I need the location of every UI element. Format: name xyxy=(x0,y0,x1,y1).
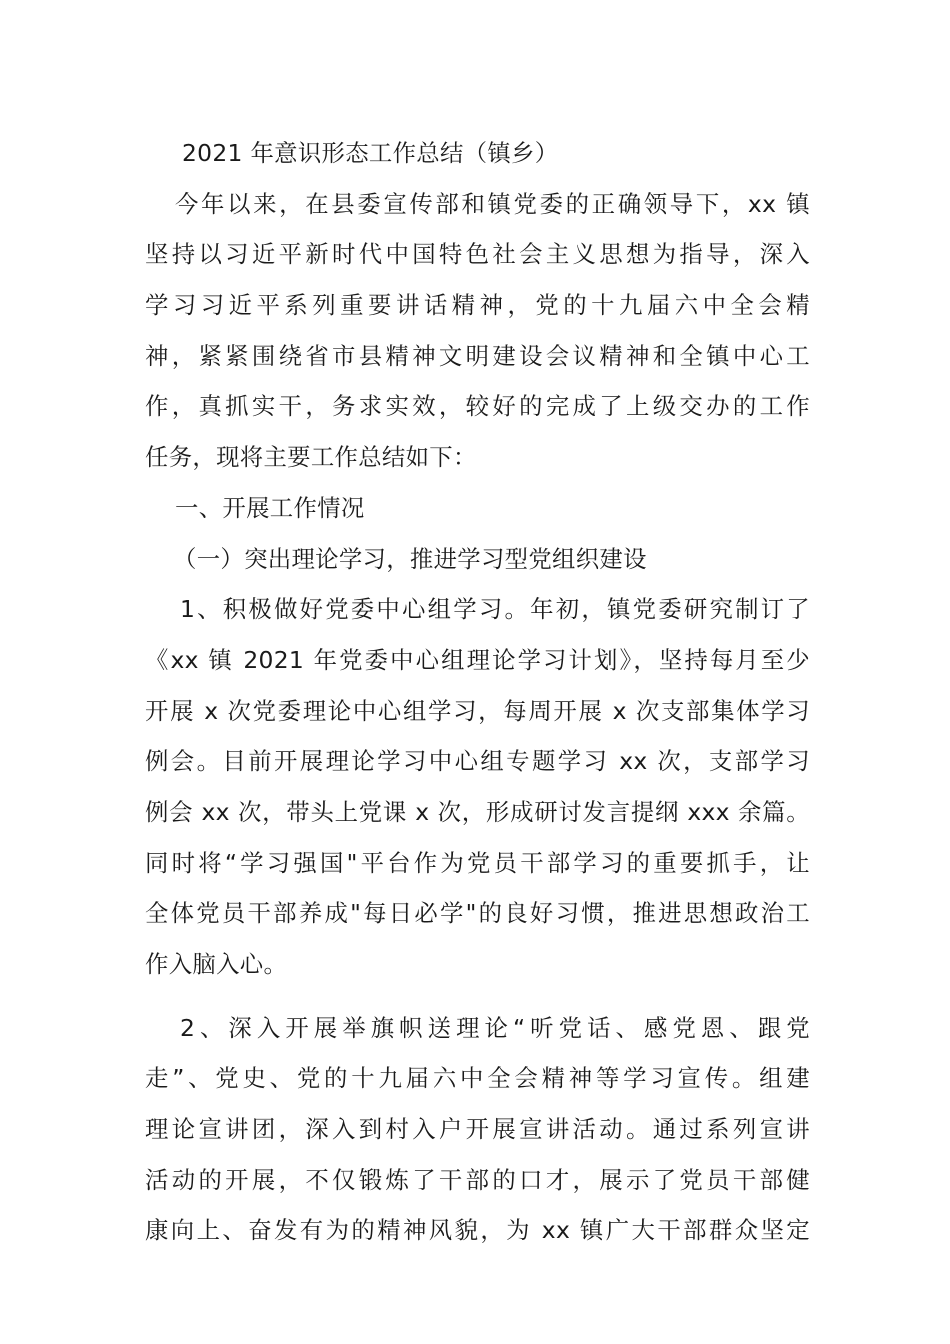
paragraph-line: 作，真抓实干，务求实效，较好的完成了上级交办的工作 xyxy=(145,392,810,421)
section-heading: 一、开展工作情况 xyxy=(175,493,365,522)
paragraph-line: 今年以来，在县委宣传部和镇党委的正确领导下，xx 镇 xyxy=(175,189,810,218)
item-1-paragraph xyxy=(145,584,810,990)
paragraph-line: 学习习近平系列重要讲话精神，党的十九届六中全会精 xyxy=(145,291,810,320)
paragraph-line: 全体党员干部养成"每日必学"的良好习惯，推进思想政治工 xyxy=(145,899,810,928)
item-2-paragraph xyxy=(145,1003,810,1256)
paragraph-line: 任务，现将主要工作总结如下： xyxy=(145,443,477,472)
paragraph-line: 神，紧紧围绕省市县精神文明建设会议精神和全镇中心工 xyxy=(145,341,810,370)
paragraph-line: 康向上、奋发有为的精神风貌，为 xx 镇广大干部群众坚定 xyxy=(145,1216,810,1245)
subsection-heading: （一）突出理论学习，推进学习型党组织建设 xyxy=(173,544,647,573)
document-title: 2021 年意识形态工作总结（镇乡） xyxy=(182,139,559,167)
document-body xyxy=(145,128,810,1256)
paragraph-line: 1、积极做好党委中心组学习。年初，镇党委研究制订了 xyxy=(180,595,810,624)
paragraph-line: 活动的开展，不仅锻炼了干部的口才，展示了党员干部健 xyxy=(145,1165,810,1194)
paragraph-line: 同时将“学习强国"平台作为党员干部学习的重要抓手，让 xyxy=(145,848,810,877)
paragraph-line: 坚持以习近平新时代中国特色社会主义思想为指导，深入 xyxy=(145,240,810,269)
paragraph-line: 2、深入开展举旗帜送理论“听党话、感党恩、跟党 xyxy=(180,1013,810,1042)
intro-paragraph xyxy=(145,179,810,483)
paragraph-line: 作入脑入心。 xyxy=(145,950,288,978)
paragraph-line: 走”、党史、党的十九届六中全会精神等学习宣传。组建 xyxy=(145,1064,810,1093)
paragraph-line: 理论宣讲团，深入到村入户开展宣讲活动。通过系列宣讲 xyxy=(145,1115,810,1144)
paragraph-line: 《xx 镇 2021 年党委中心组理论学习计划》，坚持每月至少 xyxy=(145,645,810,674)
paragraph-line: 例会。目前开展理论学习中心组专题学习 xx 次，支部学习 xyxy=(145,747,810,776)
paragraph-line: 开展 x 次党委理论中心组学习，每周开展 x 次支部集体学习 xyxy=(145,696,810,725)
paragraph-line: 例会 xx 次，带头上党课 x 次，形成研讨发言提纲 xxx 余篇。 xyxy=(145,797,810,826)
